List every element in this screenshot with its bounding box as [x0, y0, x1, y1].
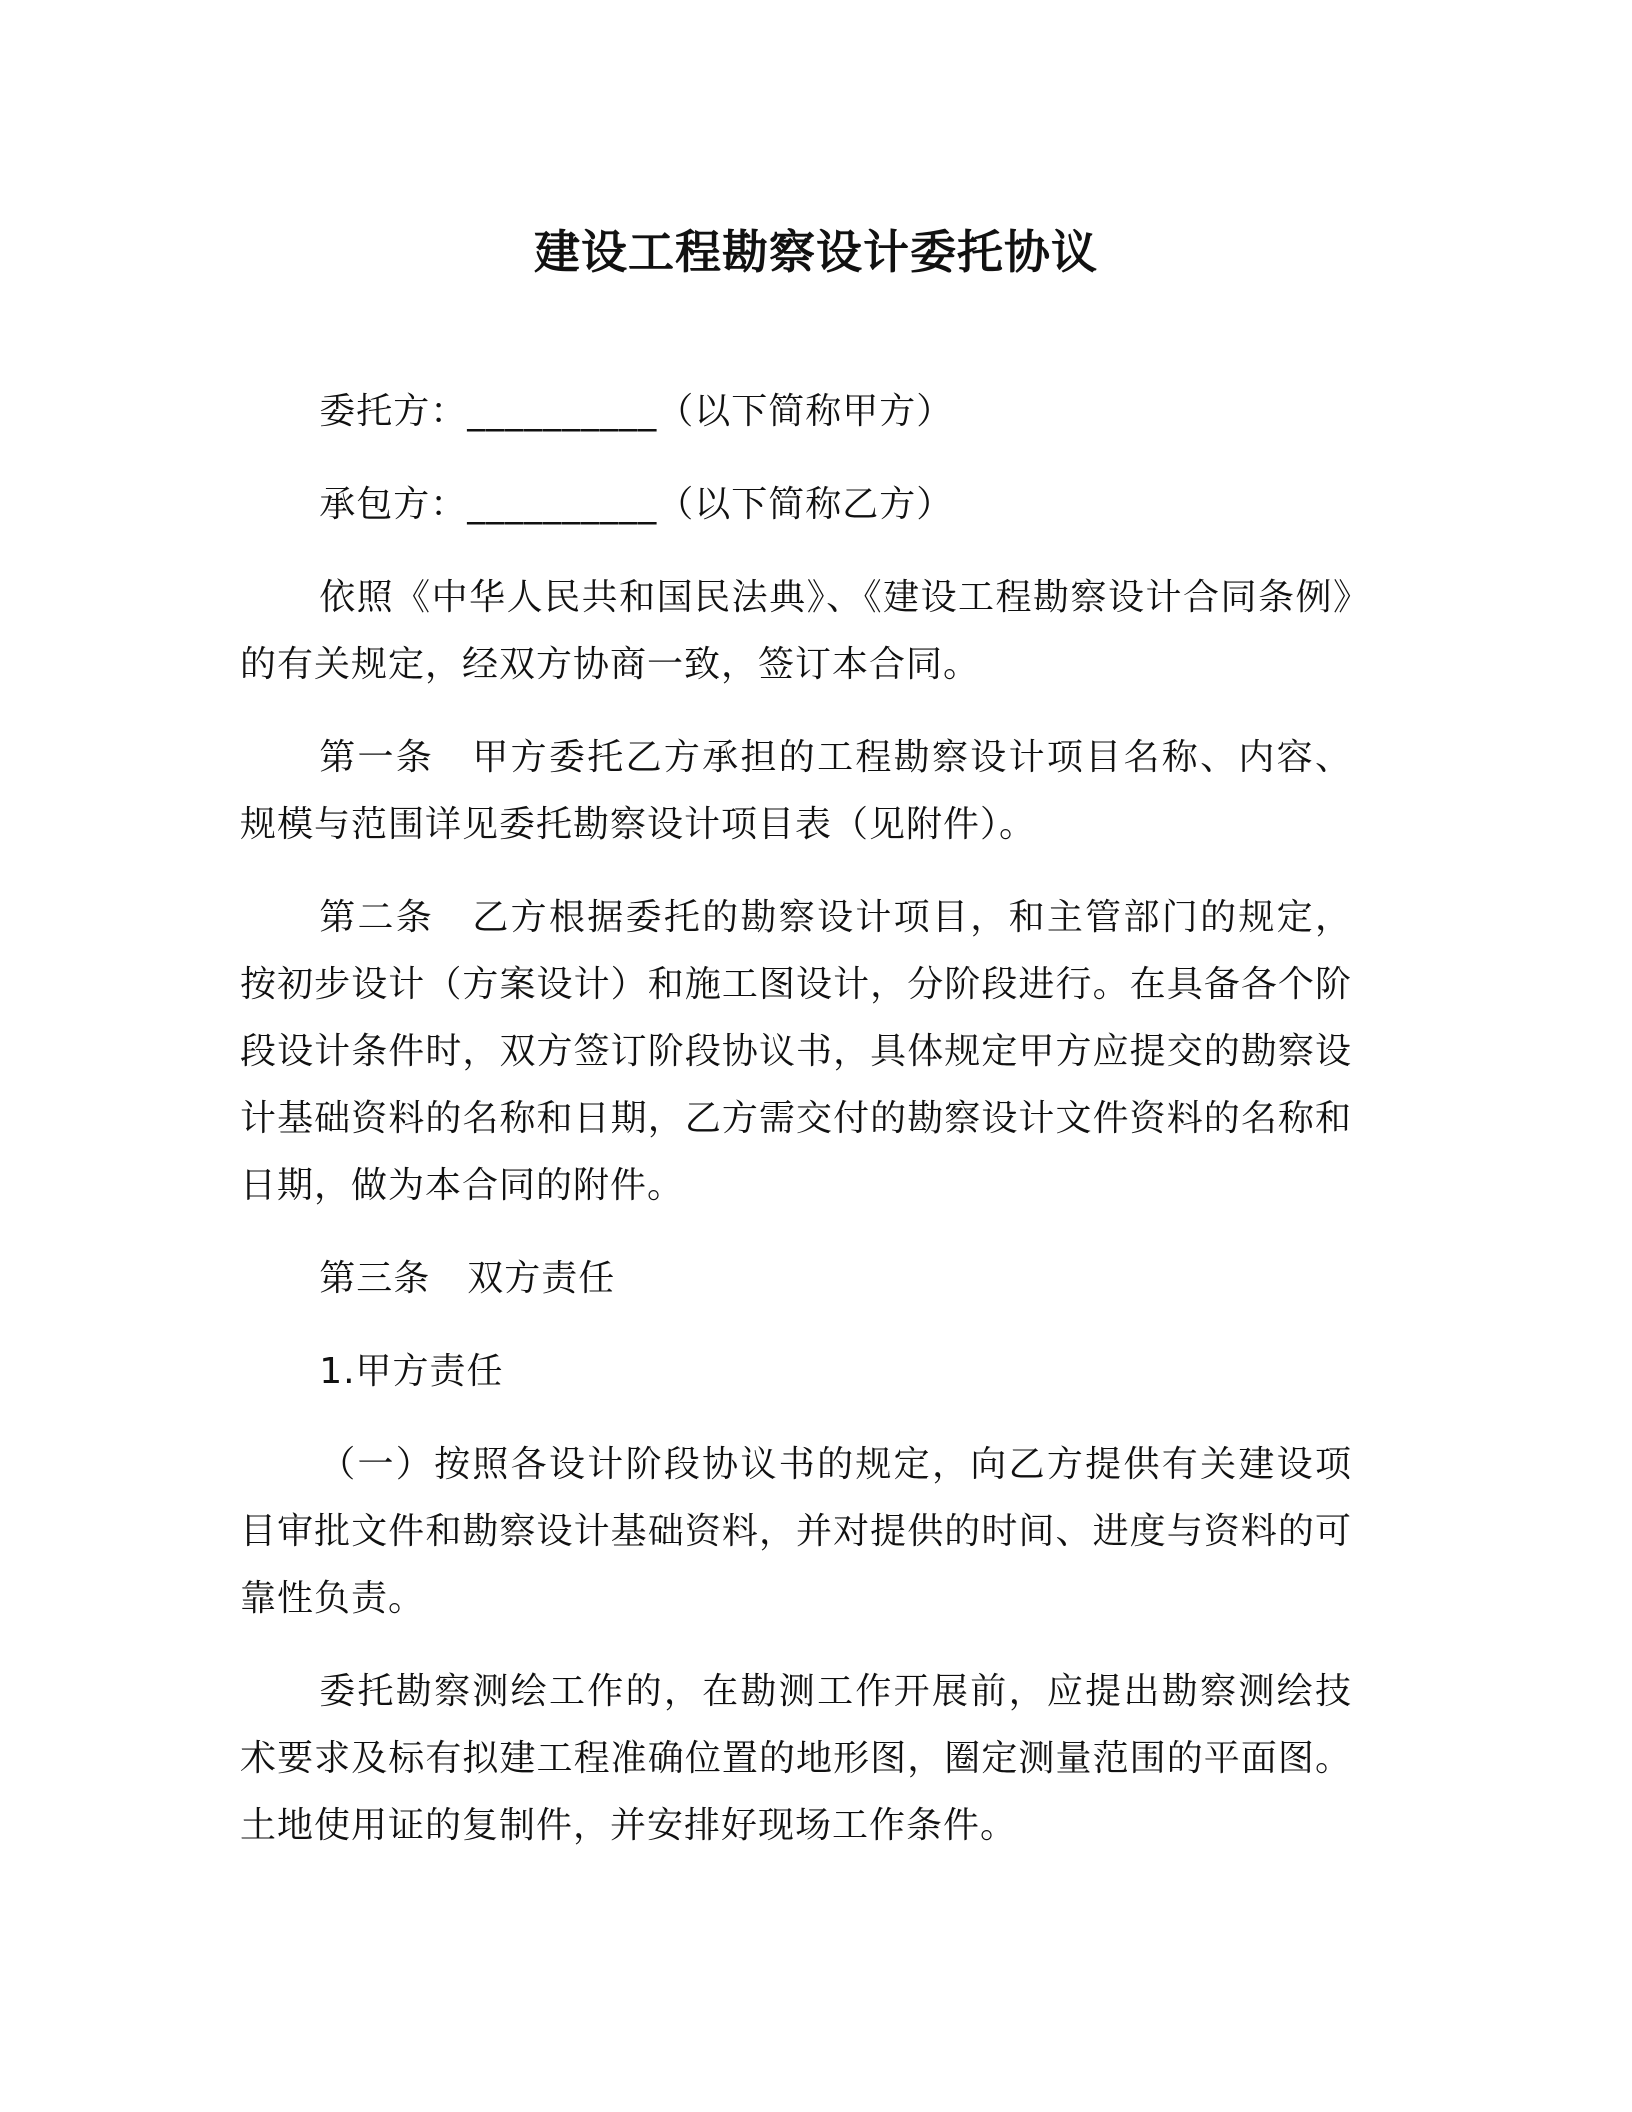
document-body	[240, 378, 1352, 1885]
article-2-paragraph: 第二条 乙方根据委托的勘察设计项目，和主管部门的规定，按初步设计（方案设计）和施工图设计，分阶段进行。在具备各个阶段设计条件时，双方签订阶段协议书，具体规定甲方应提交的勘察设计基础资料的名称和日期，乙方需交付的勘察设计文件资料的名称和日期，做为本合同的附件。	[240, 897, 1352, 1206]
article-3-heading: 第三条 双方责任	[319, 1258, 616, 1299]
article-1-paragraph: 第一条 甲方委托乙方承担的工程勘察设计项目名称、内容、规模与范围详见委托勘察设计项目表（见附件）。	[240, 737, 1352, 845]
document-title: 建设工程勘察设计委托协议	[534, 225, 1098, 279]
party-a-responsibility-heading: 1.甲方责任	[319, 1351, 504, 1392]
contractor-party-line: 承包方：__________（以下简称乙方）	[319, 484, 954, 525]
responsibility-item-1: （一）按照各设计阶段协议书的规定，向乙方提供有关建设项目审批文件和勘察设计基础资料，并对提供的时间、进度与资料的可靠性负责。	[240, 1444, 1352, 1619]
client-party-line: 委托方：__________（以下简称甲方）	[319, 391, 954, 432]
survey-requirement-paragraph: 委托勘察测绘工作的，在勘测工作开展前，应提出勘察测绘技术要求及标有拟建工程准确位置的地形图，圈定测量范围的平面图。土地使用证的复制件，并安排好现场工作条件。	[240, 1671, 1352, 1846]
legal-basis-paragraph: 依照《中华人民共和国民法典》、《建设工程勘察设计合同条例》的有关规定，经双方协商一致，签订本合同。	[240, 577, 1352, 685]
